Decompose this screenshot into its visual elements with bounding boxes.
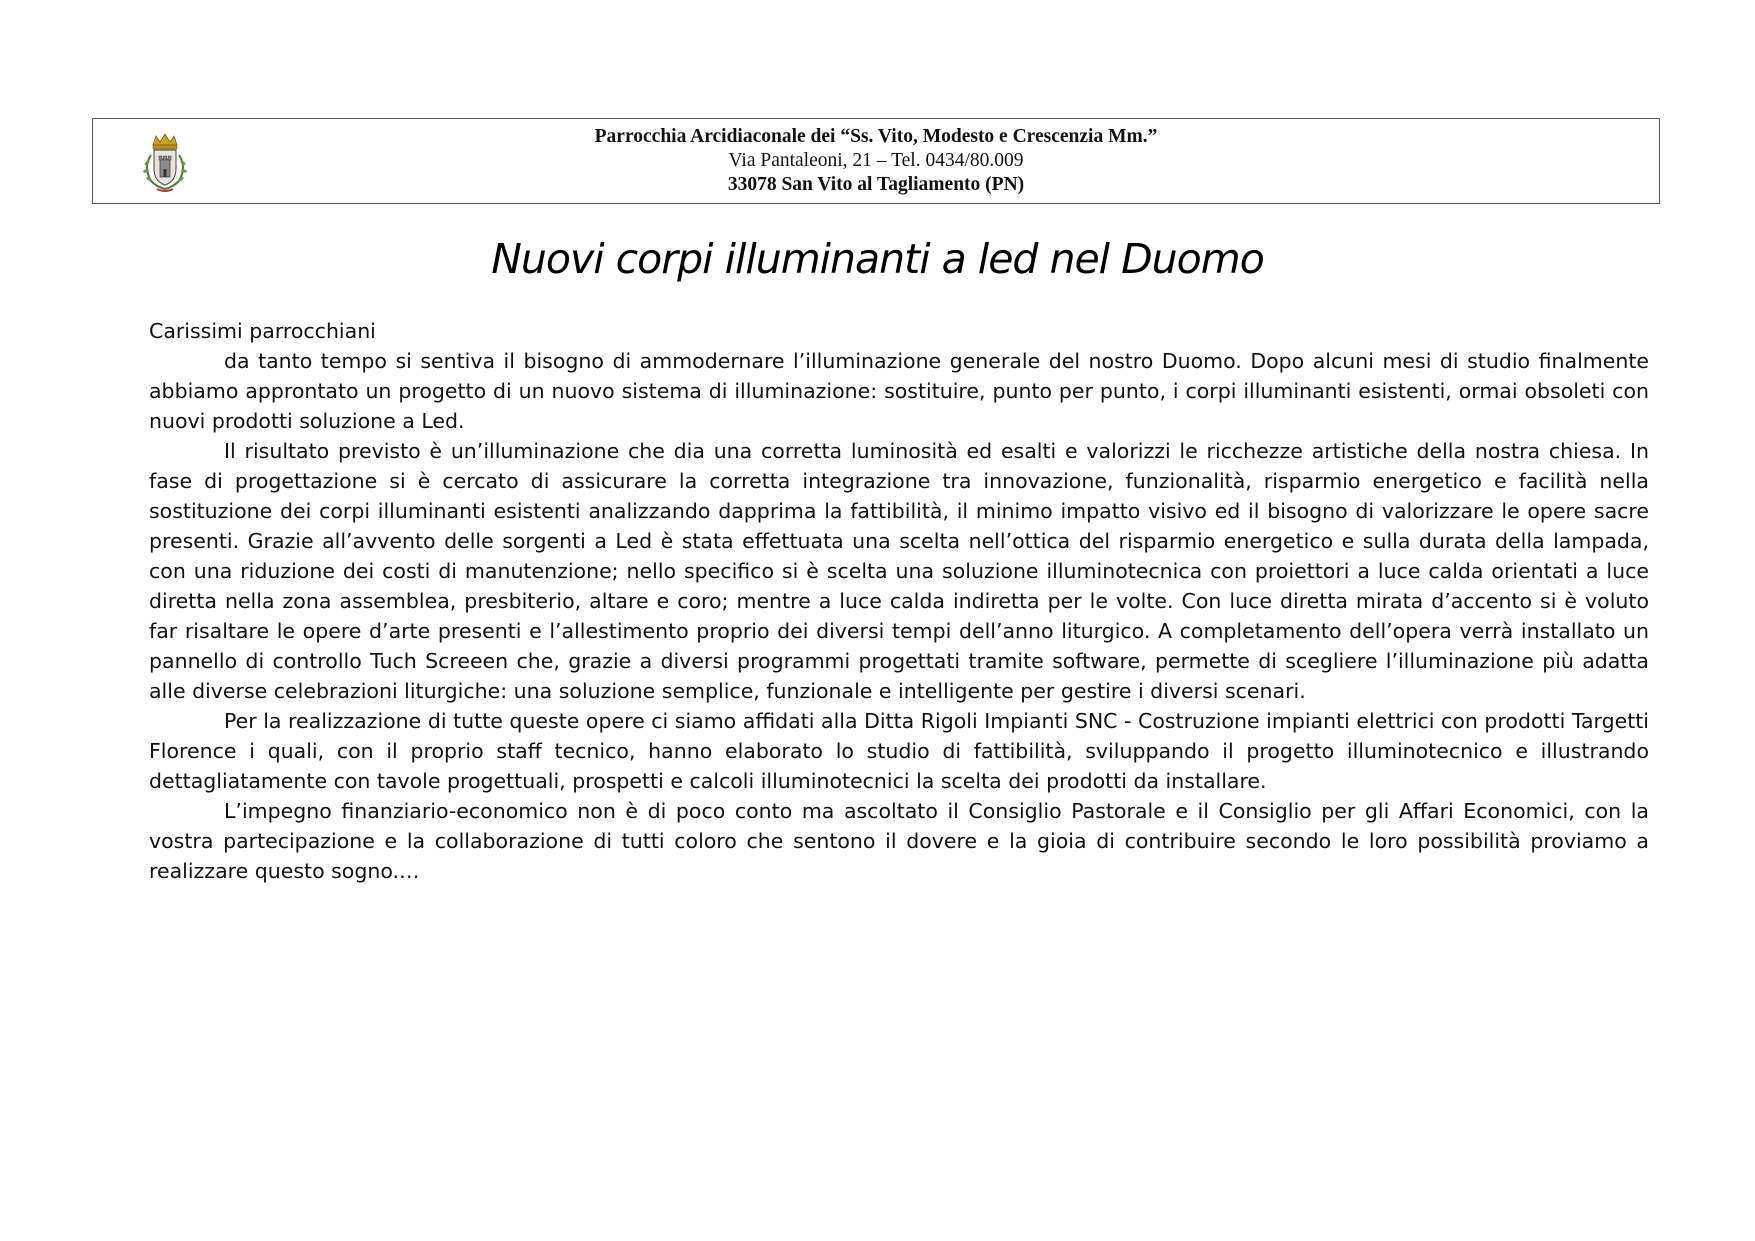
parish-street-phone: Via Pantaleoni, 21 – Tel. 0434/80.009	[728, 150, 1024, 171]
letter-greeting: Carissimi parrocchiani	[149, 319, 376, 343]
letter-paragraph: da tanto tempo si sentiva il bisogno di ammodernare l’illuminazione generale del nostro Duomo. Dopo alcuni mesi di studio finalmente abbiamo approntato un progetto di un nuovo sistema di illuminazione: sostituire, punto per punto, i corpi illuminanti esistenti, ormai obsoleti con nuovi prodotti soluzione a Led.	[149, 349, 1649, 433]
parish-name: Parrocchia Arcidiaconale dei “Ss. Vito, Modesto e Crescenzia Mm.”	[594, 126, 1158, 147]
letter-paragraph: Il risultato previsto è un’illuminazione che dia una corretta luminosità ed esalti e valorizzi le ricchezze artistiche della nostra chiesa. In fase di progettazione si è cercato di assicurare la corretta integrazione tra innovazione, funzionalità, risparmio energetico e facilità nella sostituzione dei corpi illuminanti esistenti analizzando dapprima la fattibilità, il minimo impatto visivo ed il bisogno di valorizzare le opere sacre presenti. Grazie all’avvento delle sorgenti a Led è stata effettuata una scelta nell’ottica del risparmio energetico e sulla durata della lampada, con una riduzione dei costi di manutenzione; nello specifico si è scelta una soluzione illuminotecnica con proiettori a luce calda orientati a luce diretta nella zona assemblea, presbiterio, altare e coro; mentre a luce calda indiretta per le volte. Con luce diretta mirata d’accento si è voluto far risaltare le opere d’arte presenti e l’allestimento proprio dei diversi tempi dell’anno liturgico. A completamento dell’opera verrà installato un pannello di controllo Tuch Screeen che, grazie a diversi programmi progettati tramite software, permette di scegliere l’illuminazione più adatta alle diverse celebrazioni liturgiche: una soluzione semplice, funzionale e intelligente per gestire i diversi scenari.	[149, 439, 1649, 703]
letter-paragraph: L’impegno finanziario-economico non è di poco conto ma ascoltato il Consiglio Pastorale e il Consiglio per gli Affari Economici, con la vostra partecipazione e la collaborazione di tutti coloro che sentono il dovere e la gioia di contribuire secondo le loro possibilità proviamo a realizzare questo sogno.…	[149, 799, 1649, 883]
parish-address-block	[93, 125, 1659, 197]
letter-body	[149, 316, 1649, 886]
document-title: Nuovi corpi illuminanti a led nel Duomo	[491, 235, 1264, 283]
parish-header	[92, 118, 1660, 204]
parish-city: 33078 San Vito al Tagliamento (PN)	[727, 174, 1025, 195]
letter-paragraph: Per la realizzazione di tutte queste opere ci siamo affidati alla Ditta Rigoli Impianti SNC - Costruzione impianti elettrici con prodotti Targetti Florence i quali, con il proprio staff tecnico, hanno elaborato lo studio di fattibilità, sviluppando il progetto illuminotecnico e illustrando dettagliatamente con tavole progettuali, prospetti e calcoli illuminotecnici la scelta dei prodotti da installare.	[149, 709, 1649, 793]
